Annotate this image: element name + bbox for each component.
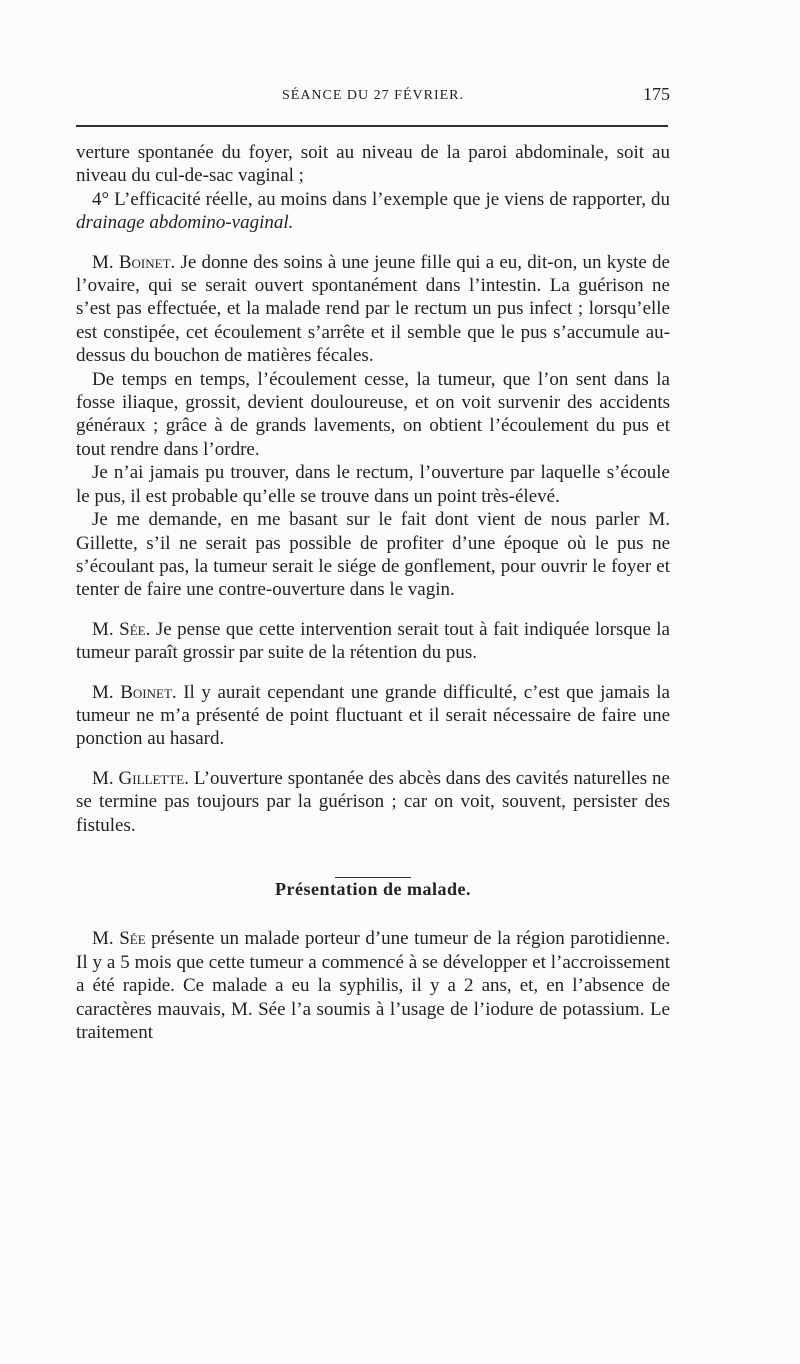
paragraph-continuation: verture spontanée du foyer, soit au niveau de la paroi abdominale, soit au niveau du cul-de-sac vaginal ; — [76, 142, 670, 187]
speaker-name: Sée — [119, 928, 146, 950]
speaker-name: Boinet — [118, 251, 171, 273]
speaker-prefix: M. — [92, 928, 120, 950]
speaker-name: Boinet — [120, 681, 172, 703]
paragraph-see-1 — [76, 618, 670, 665]
paragraph: De temps en temps, l’écoulement cesse, la tumeur, que l’on sent dans la fosse iliaque, grossit, devient douloureuse, et on voit survenir des accidents généraux ; grâce à de grands lavements, on obtient l’écoulement du pus et tout rendre dans l’ordre. — [76, 368, 670, 460]
section-heading: Présentation de malade. — [275, 878, 471, 899]
paragraph-see-2 — [76, 927, 670, 1044]
speaker-name: Gillette — [118, 767, 185, 789]
paragraph: Je me demande, en me basant sur le fait dont vient de nous parler M. Gillette, s’il ne serait pas possible de profiter d’une époque où le pus ne s’écoulant pas, la tumeur serait le siége de gonflement, pour ouvrir le foyer et tenter de faire une contre-ouverture dans le vagin. — [76, 509, 670, 601]
header-title: SÉANCE DU 27 FÉVRIER. — [281, 88, 464, 103]
paragraph-text: . Je pense que cette intervention serait tout à fait indiquée lorsque la tumeur paraît grossir par suite de la rétention du pus. — [76, 618, 670, 664]
paragraph-point-4 — [76, 188, 670, 235]
page-number: 175 — [643, 84, 670, 104]
paragraph-text: 4° L’efficacité réelle, au moins dans l’exemple que je viens de rapporter, du — [92, 188, 670, 210]
paragraph-text: . Je donne des soins à une jeune fille qui a eu, dit-on, un kyste de l’ovaire, qui se serait ouvert spontanément dans l’intestin. La guérison ne s’est pas effectuée, et la malade rend par le rectum un pus infect ; lorsqu’elle est constipée, cet écoulement s’arrête et il semble que le pus s’accumule au-dessus du bouchon de matières fécales. — [76, 251, 670, 367]
paragraph-text: présente un malade porteur d’une tumeur de la région parotidienne. Il y a 5 mois que cette tumeur a commencé à se développer et l’accroissement a été rapide. Ce malade a eu la syphilis, il y a 2 ans, et, en l’absence de caractères mauvais, M. Sée l’a soumis à l’usage de l’iodure de potassium. Le traitement — [76, 928, 670, 1043]
speaker-prefix: M. — [92, 767, 119, 789]
running-header — [76, 84, 670, 114]
paragraph-text: . L’ouverture spontanée des abcès dans des cavités naturelles ne se termine pas toujours par la guérison ; car on voit, souvent, persister des fistules. — [76, 767, 670, 836]
speaker-name: Sée — [119, 618, 146, 640]
speaker-prefix: M. — [92, 618, 120, 640]
paragraph-boinet-1 — [76, 251, 670, 368]
italic-term: drainage abdomino-vaginal. — [76, 212, 294, 234]
paragraph-gillette — [76, 767, 670, 837]
paragraph-boinet-2 — [76, 681, 670, 751]
header-rule — [76, 125, 668, 127]
speaker-prefix: M. — [92, 681, 121, 703]
paragraph-text: . Il y aurait cependant une grande difficulté, c’est que jamais la tumeur ne m’a présenté de point fluctuant et il serait nécessaire de faire une ponction au hasard. — [76, 681, 670, 750]
body-text — [76, 141, 670, 1044]
speaker-prefix: M. — [92, 251, 119, 273]
paragraph: Je n’ai jamais pu trouver, dans le rectum, l’ouverture par laquelle s’écoule le pus, il est probable qu’elle se trouve dans un point très-élevé. — [76, 462, 670, 507]
